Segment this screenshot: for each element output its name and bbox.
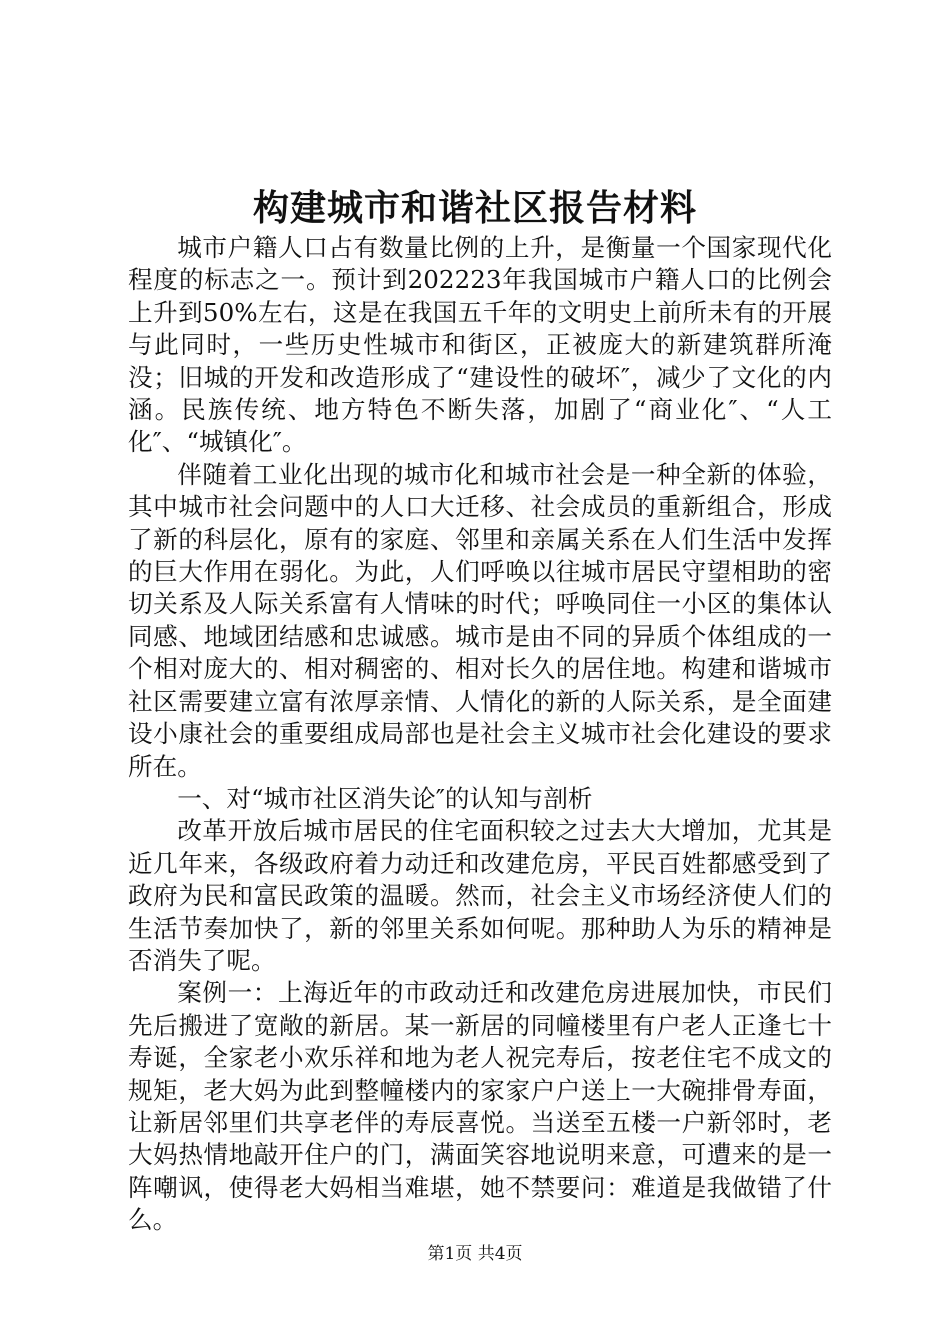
page-number-footer: 第1页 共4页 [427,1244,523,1264]
document-body [128,232,832,1237]
paragraph-intro: 城市户籍人口占有数量比例的上升，是衡量一个国家现代化程度的标志之一。预计到202223年我国城市户籍人口的比例会上升到50%左右，这是在我国五千年的文明史上前所未有的开展与此同时，一些历史性城市和街区，正被庞大的新建筑群所淹没；旧城的开发和改造形成了“建设性的破坏″，减少了文化的内涵。民族传统、地方特色不断失落，加剧了“商业化″、“人工化″、“城镇化″。 [128,233,832,457]
paragraph-case-1: 案例一：上海近年的市政动迁和改建危房进展加快，市民们先后搬进了宽敞的新居。某一新居的同幢楼里有户老人正逢七十寿诞，全家老小欢乐祥和地为老人祝完寿后，按老住宅不成文的规矩，老大妈为此到整幢楼内的家家户户送上一大碗排骨寿面，让新居邻里们共享老伴的寿辰喜悦。当送至五楼一户新邻时，老大妈热情地敲开住户的门，满面笑容地说明来意，可遭来的是一阵嘲讽，使得老大妈相当难堪，她不禁要问：难道是我做错了什么。 [128,978,832,1235]
paragraph-reform: 改革开放后城市居民的住宅面积较之过去大大增加，尤其是近几年来，各级政府着力动迁和改建危房，平民百姓都感受到了政府为民和富民政策的温暖。然而，社会主义市场经济使人们的生活节奏加快了，新的邻里关系如何呢。那种助人为乐的精神是否消失了呢。 [128,816,832,975]
paragraph-urbanization: 伴随着工业化出现的城市化和城市社会是一种全新的体验，其中城市社会问题中的人口大迁移、社会成员的重新组合，形成了新的科层化，原有的家庭、邻里和亲属关系在人们生活中发挥的巨大作用在弱化。为此，人们呼唤以往城市居民守望相助的密切关系及人际关系富有人情味的时代；呼唤同住一小区的集体认同感、地域团结感和忠诚感。城市是由不同的异质个体组成的一个相对庞大的、相对稠密的、相对长久的居住地。构建和谐城市社区需要建立富有浓厚亲情、人情化的新的人际关系，是全面建设小康社会的重要组成局部也是社会主义城市社会化建设的要求所在。 [128,459,832,781]
document-title: 构建城市和谐社区报告材料 [252,188,697,229]
section-heading-1: 一、对“城市社区消失论″的认知与剖析 [177,783,593,813]
